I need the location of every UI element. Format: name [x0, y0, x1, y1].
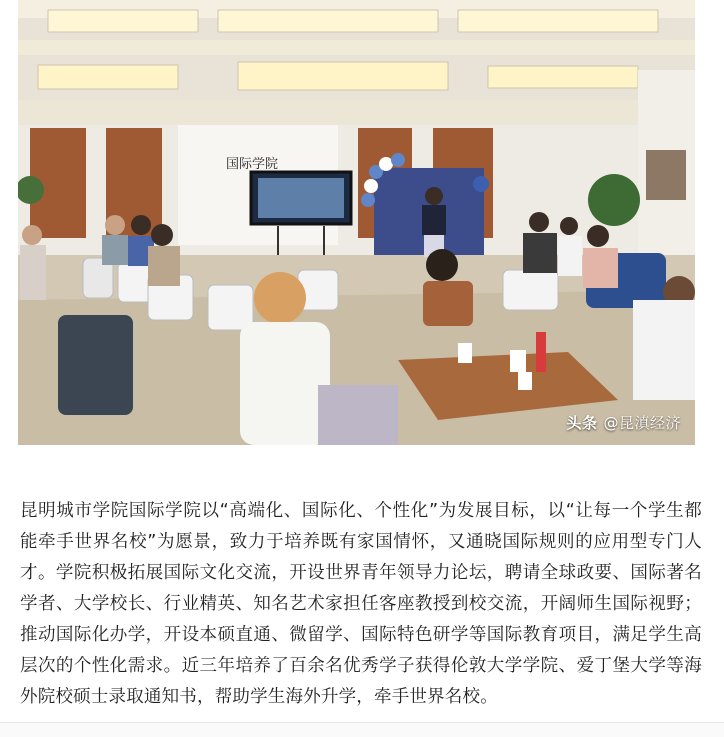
photo-watermark [566, 412, 681, 433]
article-paragraph: 昆明城市学院国际学院以“高端化、国际化、个性化”为发展目标，以“让每一个学生都能牵手世界名校”为愿景，致力于培养既有家国情怀，又通晓国际规则的应用型专门人才。学院积极拓展国际文化交流，开设世界青年领导力论坛，聘请全球政要、国际著名学者、大学校长、行业精英、知名艺术家担任客座教授到校交流，开阔师生国际视野；推动国际化办学，开设本硕直通、微留学、国际特色研学等国际教育项目，满足学生高层次的个性化需求。近三年培养了百余名优秀学子获得伦敦大学学院、爱丁堡大学等海外院校硕士录取通知书，帮助学生海外升学，牵手世界名校。 [20, 501, 702, 707]
watermark-account: @昆滇经济 [603, 414, 681, 432]
bottom-divider [0, 722, 724, 737]
wall-sign: 国际学院 [226, 157, 279, 172]
event-photo [18, 0, 695, 445]
event-scene-illustration [18, 0, 695, 445]
watermark-brand: 头条 [566, 414, 598, 432]
